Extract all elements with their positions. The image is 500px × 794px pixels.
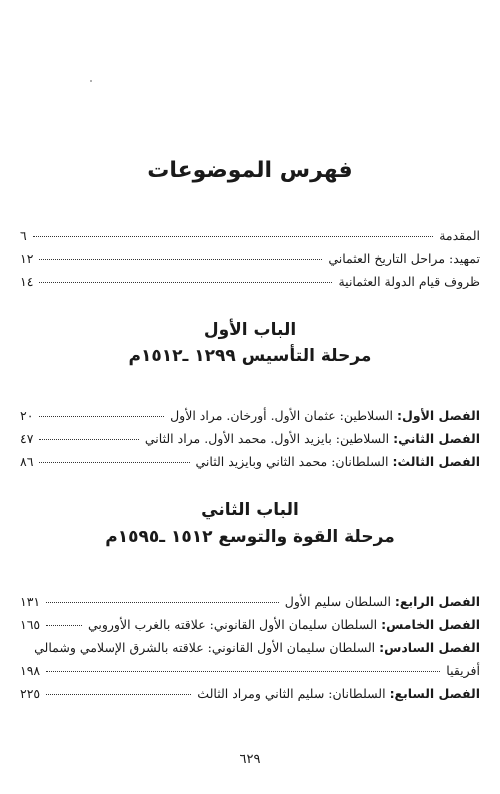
toc-entry-label: تمهيد: مراحل التاريخ العثماني xyxy=(328,251,480,266)
toc-entry-label xyxy=(34,640,480,655)
leader-dots xyxy=(33,236,433,237)
toc-entry-label xyxy=(196,454,481,469)
toc-entry-label: ظروف قيام الدولة العثمانية xyxy=(338,274,480,289)
toc-entry-page: ٢٠ xyxy=(20,408,34,423)
toc-entry-introduction xyxy=(20,228,480,248)
toc-entry-chapter-3 xyxy=(20,454,480,474)
toc-entry-circumstances xyxy=(20,274,480,294)
toc-entry-chapter-2 xyxy=(20,431,480,451)
page-title: فهرس الموضوعات xyxy=(147,158,353,183)
toc-entry-label xyxy=(170,408,480,423)
scan-speck xyxy=(90,80,92,82)
toc-entry-label: المقدمة xyxy=(439,228,480,243)
toc-entry-label xyxy=(285,594,480,609)
toc-entry-chapter-6-continuation xyxy=(20,663,480,683)
toc-entry-label xyxy=(145,431,480,446)
toc-entry-label xyxy=(197,686,480,701)
chapter-label: الفصل الثالث: xyxy=(392,454,480,469)
toc-entry-page: ١٣١ xyxy=(20,594,41,609)
toc-entry-chapter-4 xyxy=(20,594,480,614)
chapter-label: الفصل الخامس: xyxy=(381,617,480,632)
toc-entry-page: ٦ xyxy=(20,228,27,243)
chapter-title: السلاطين: بايزيد الأول. محمد الأول. مراد الثاني xyxy=(144,431,394,446)
toc-entry-page: ١٢ xyxy=(20,251,34,266)
part-2-heading: الباب الثاني xyxy=(201,500,299,520)
leader-dots xyxy=(39,439,138,440)
toc-entry-page: ٤٧ xyxy=(20,431,34,446)
toc-entry-chapter-6 xyxy=(20,640,480,660)
leader-dots xyxy=(46,694,191,695)
chapter-title: السلطان سليم الأول xyxy=(284,594,395,609)
toc-entry-preface xyxy=(20,251,480,271)
toc-entry-chapter-5 xyxy=(20,617,480,637)
leader-dots xyxy=(39,416,164,417)
page-number: ٦٢٩ xyxy=(239,752,261,767)
toc-entry-chapter-7 xyxy=(20,686,480,706)
chapter-title: السلطان سليمان الأول القانوني: علاقته بالغرب الأوروبي xyxy=(87,617,382,632)
toc-entry-label-continuation: أفريقيا xyxy=(446,663,480,678)
chapter-label: الفصل الرابع: xyxy=(394,594,480,609)
chapter-title: السلاطين: عثمان الأول. أورخان. مراد الأول xyxy=(170,408,397,423)
chapter-label: الفصل الأول: xyxy=(396,408,480,423)
leader-dots xyxy=(46,671,440,672)
part-1-subheading: مرحلة التأسيس ١٢٩٩ ـ١٥١٢م xyxy=(128,346,372,366)
leader-dots xyxy=(39,282,332,283)
chapter-label: الفصل السابع: xyxy=(389,686,480,701)
toc-entry-page: ١٦٥ xyxy=(20,617,41,632)
chapter-title: السلطانان: سليم الثاني ومراد الثالث xyxy=(197,686,390,701)
part-1-heading: الباب الأول xyxy=(203,320,297,340)
chapter-label: الفصل الثاني: xyxy=(393,431,480,446)
leader-dots xyxy=(39,462,189,463)
toc-entry-page: ٢٢٥ xyxy=(20,686,41,701)
toc-entry-label xyxy=(88,617,480,632)
toc-entry-page: ٨٦ xyxy=(20,454,34,469)
chapter-title: السلطان سليمان الأول القانوني: علاقته بالشرق الإسلامي وشمالي xyxy=(34,640,380,655)
chapter-title: السلطانان: محمد الثاني وبايزيد الثاني xyxy=(195,454,393,469)
toc-entry-chapter-1 xyxy=(20,408,480,428)
part-2-subheading: مرحلة القوة والتوسع ١٥١٢ ـ١٥٩٥م xyxy=(105,527,395,547)
leader-dots xyxy=(46,602,279,603)
leader-dots xyxy=(39,259,322,260)
toc-entry-page: ١٤ xyxy=(20,274,34,289)
chapter-label: الفصل السادس: xyxy=(379,640,480,655)
leader-dots xyxy=(46,625,82,626)
toc-entry-page: ١٩٨ xyxy=(20,663,41,678)
